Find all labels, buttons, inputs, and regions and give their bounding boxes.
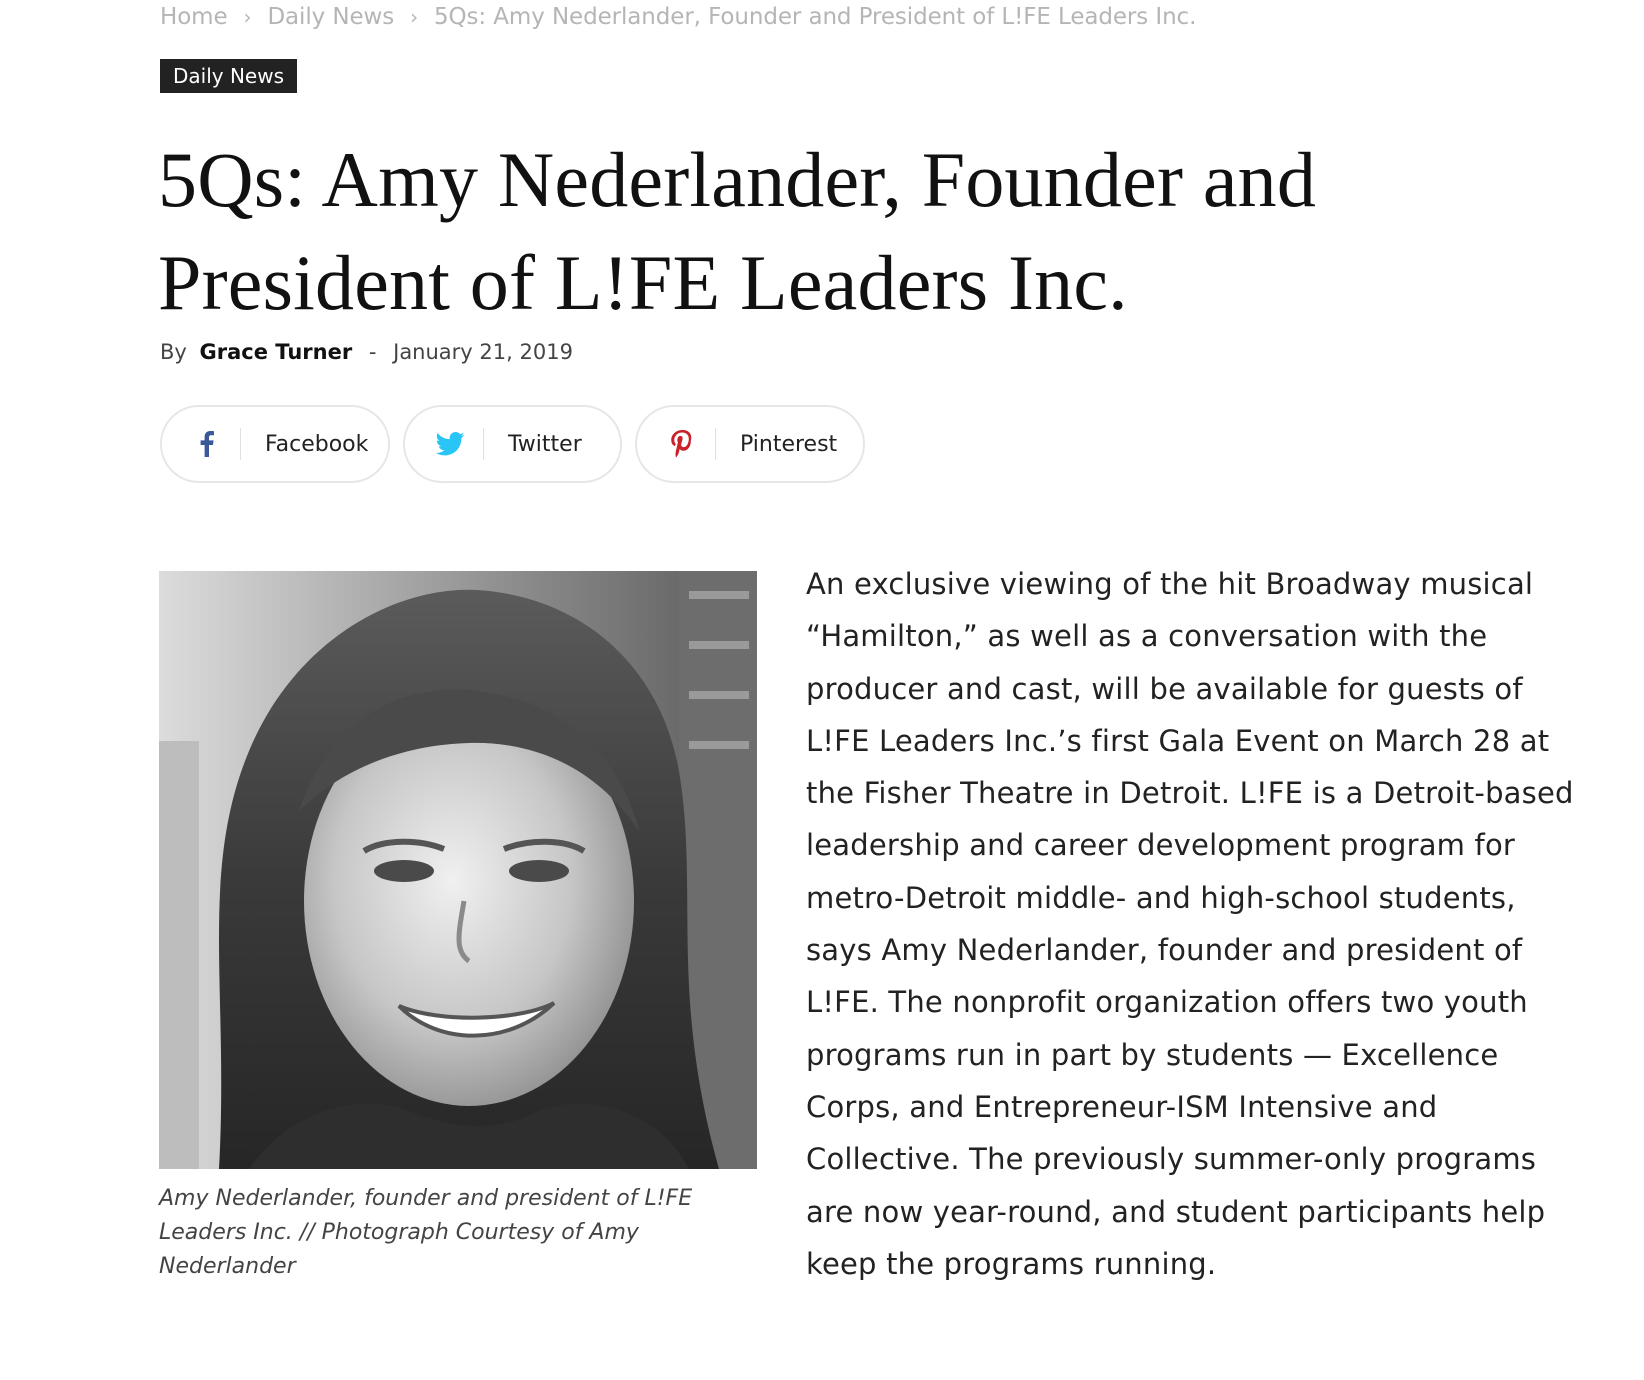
- publish-date: January 21, 2019: [393, 340, 573, 364]
- facebook-icon: [174, 431, 240, 457]
- share-pinterest-button[interactable]: [635, 405, 865, 483]
- category-tag[interactable]: Daily News: [160, 59, 297, 93]
- author-portrait-image: [159, 571, 757, 1169]
- breadcrumb: [160, 4, 1196, 30]
- byline-separator: -: [368, 340, 377, 364]
- photo-caption: Amy Nederlander, founder and president of L!FE Leaders Inc. // Photograph Courtesy of Amy Nederlander: [159, 1186, 693, 1279]
- by-label: By: [160, 340, 187, 364]
- breadcrumb-home-link[interactable]: Home: [160, 4, 228, 30]
- breadcrumb-separator-icon: ›: [243, 5, 252, 29]
- share-facebook-label: Facebook: [265, 431, 369, 457]
- share-twitter-label: Twitter: [508, 431, 582, 457]
- byline: [160, 340, 573, 364]
- pinterest-icon: [649, 430, 715, 458]
- share-facebook-button[interactable]: [160, 405, 390, 483]
- twitter-icon: [417, 432, 483, 456]
- breadcrumb-section-link[interactable]: Daily News: [267, 4, 395, 30]
- article-body-paragraph: An exclusive viewing of the hit Broadway musical “Hamilton,” as well as a conversation with the producer and cast, will be available for guests of L!FE Leaders Inc.’s first Gala Event on March 28 at the Fisher Theatre in Detroit. L!FE is a Detroit-based leadership and career development program for metro-Detroit middle- and high-school students, says Amy Nederlander, founder and president of L!FE. The nonprofit organization offers two youth programs run in part by students — Excellence Corps, and Entrepreneur-ISM Intensive and Collective. The previously summer-only programs are now year-round, and student participants help keep the programs running.: [806, 567, 1574, 1281]
- breadcrumb-separator-icon: ›: [410, 5, 419, 29]
- breadcrumb-current: 5Qs: Amy Nederlander, Founder and President of L!FE Leaders Inc.: [434, 4, 1197, 30]
- share-twitter-button[interactable]: [403, 405, 622, 483]
- article-title: 5Qs: Amy Nederlander, Founder and President of L!FE Leaders Inc.: [158, 136, 1317, 326]
- author-link[interactable]: Grace Turner: [199, 340, 353, 364]
- share-pinterest-label: Pinterest: [740, 431, 838, 457]
